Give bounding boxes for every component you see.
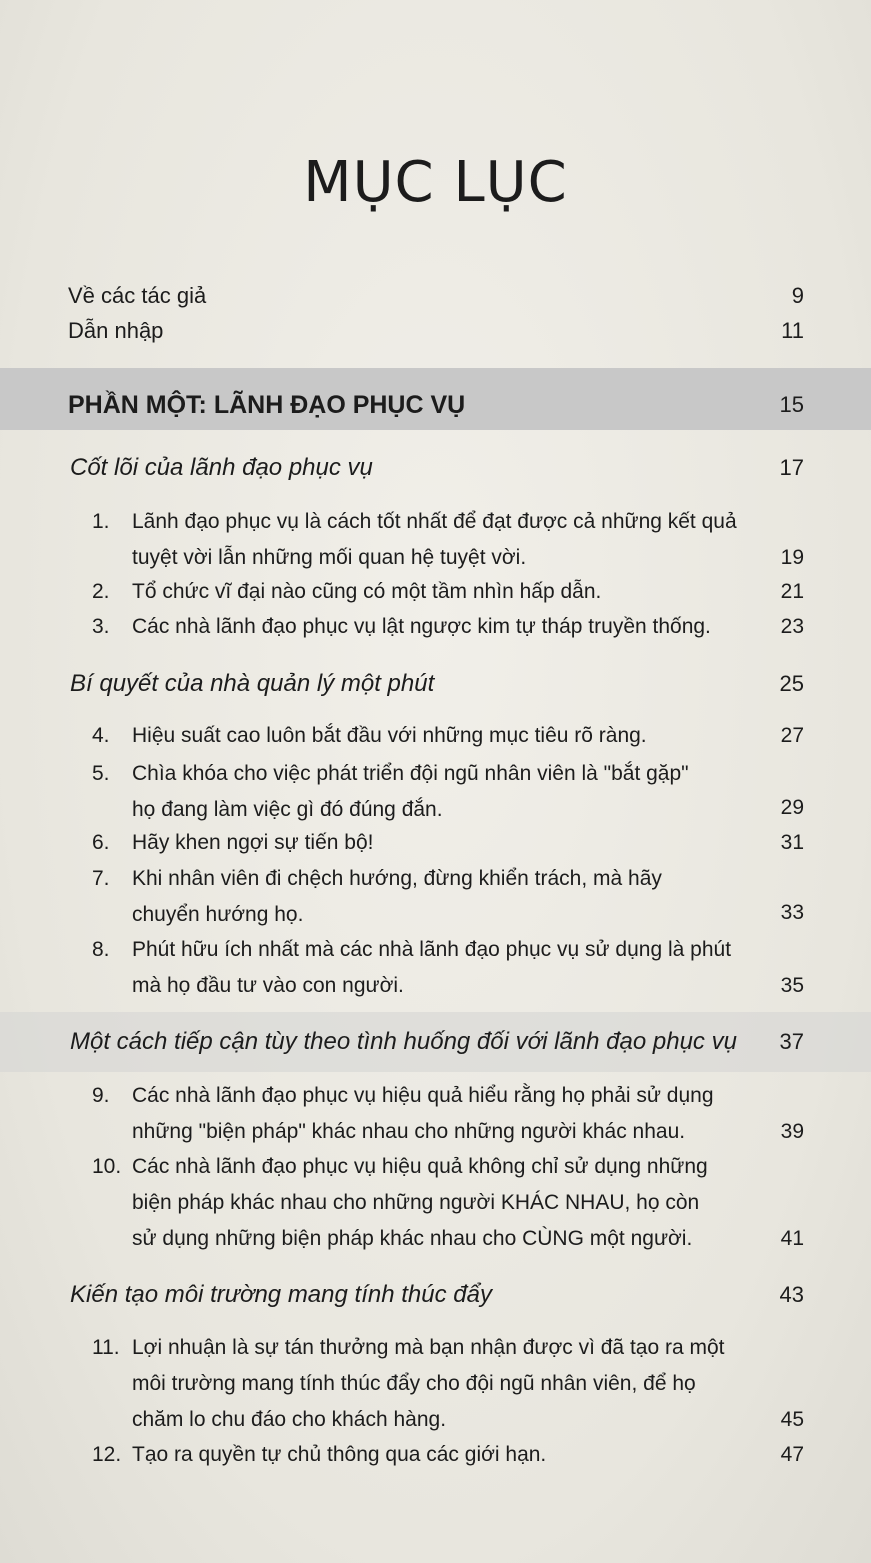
item-page: 23 <box>780 615 804 638</box>
item-line: sử dụng những biện pháp khác nhau cho CÙNG một người. <box>132 1227 693 1250</box>
toc-item <box>92 861 804 933</box>
item-page: 35 <box>780 974 804 997</box>
item-line: Phút hữu ích nhất mà các nhà lãnh đạo phục vụ sử dụng là phút <box>132 938 732 961</box>
item-line: chăm lo chu đáo cho khách hàng. <box>132 1408 447 1431</box>
section-page: 17 <box>779 455 804 480</box>
toc-section <box>70 1023 804 1061</box>
item-line: Tổ chức vĩ đại nào cũng có một tầm nhìn hấp dẫn. <box>132 580 602 603</box>
toc-item <box>92 756 804 828</box>
toc-part-heading <box>68 385 804 425</box>
part-label: PHẦN MỘT: LÃNH ĐẠO PHỤC VỤ <box>68 391 466 419</box>
section-label: Cốt lõi của lãnh đạo phục vụ <box>70 454 373 481</box>
item-number: 7. <box>92 867 110 890</box>
item-line: Hiệu suất cao luôn bắt đầu với những mục tiêu rõ ràng. <box>132 724 647 747</box>
item-number: 12. <box>92 1443 122 1466</box>
section-page: 25 <box>779 671 804 696</box>
item-line: Các nhà lãnh đạo phục vụ hiệu quả không chỉ sử dụng những <box>132 1155 708 1178</box>
item-page: 27 <box>780 724 804 747</box>
item-number: 8. <box>92 938 110 961</box>
item-line: Khi nhân viên đi chệch hướng, đừng khiển trách, mà hãy <box>132 867 662 890</box>
toc-item <box>92 1149 804 1257</box>
item-line: môi trường mang tính thúc đẩy cho đội ngũ nhân viên, để họ <box>132 1372 696 1395</box>
toc-page: 9 <box>791 283 804 308</box>
toc-front-authors <box>68 278 804 314</box>
item-line: Các nhà lãnh đạo phục vụ hiệu quả hiểu rằng họ phải sử dụng <box>132 1084 714 1107</box>
item-number: 11. <box>92 1336 120 1359</box>
toc-item <box>92 1330 804 1438</box>
item-page: 47 <box>780 1443 804 1466</box>
item-line: Lợi nhuận là sự tán thưởng mà bạn nhận được vì đã tạo ra một <box>132 1336 725 1359</box>
item-page: 31 <box>780 831 804 854</box>
section-label: Một cách tiếp cận tùy theo tình huống đối với lãnh đạo phục vụ <box>70 1028 737 1055</box>
item-line: tuyệt vời lẫn những mối quan hệ tuyệt vời. <box>132 546 527 569</box>
item-number: 10. <box>92 1155 122 1178</box>
toc-item <box>92 932 804 1004</box>
toc-label: Về các tác giả <box>68 283 207 308</box>
section-page: 43 <box>779 1282 804 1307</box>
toc-page: 11 <box>781 318 804 343</box>
section-label: Kiến tạo môi trường mang tính thúc đẩy <box>70 1281 492 1308</box>
item-page: 21 <box>780 580 804 603</box>
toc-section <box>70 1276 804 1314</box>
part-page: 15 <box>779 392 804 417</box>
item-page: 33 <box>780 901 804 924</box>
toc-label: Dẫn nhập <box>68 318 164 343</box>
toc-item <box>92 1078 804 1150</box>
item-line: Lãnh đạo phục vụ là cách tốt nhất để đạt được cả những kết quả <box>132 510 737 533</box>
item-number: 1. <box>92 510 110 533</box>
item-page: 39 <box>780 1120 804 1143</box>
item-number: 5. <box>92 762 110 785</box>
item-line: Tạo ra quyền tự chủ thông qua các giới hạn. <box>132 1443 547 1466</box>
item-line: Các nhà lãnh đạo phục vụ lật ngược kim tự tháp truyền thống. <box>132 615 711 638</box>
toc-section <box>70 449 804 487</box>
item-number: 6. <box>92 831 110 854</box>
toc-front-intro <box>68 313 804 349</box>
item-number: 4. <box>92 724 110 747</box>
toc-section <box>70 665 804 703</box>
item-line: Hãy khen ngợi sự tiến bộ! <box>132 831 374 854</box>
item-number: 3. <box>92 615 110 638</box>
item-line: Chìa khóa cho việc phát triển đội ngũ nhân viên là "bắt gặp" <box>132 762 689 785</box>
item-page: 41 <box>780 1227 804 1250</box>
item-line: mà họ đầu tư vào con người. <box>132 974 404 997</box>
section-label: Bí quyết của nhà quản lý một phút <box>70 670 435 697</box>
section-page: 37 <box>779 1029 804 1054</box>
item-page: 19 <box>780 546 804 569</box>
item-page: 45 <box>780 1408 804 1431</box>
item-line: họ đang làm việc gì đó đúng đắn. <box>132 798 443 821</box>
item-line: chuyển hướng họ. <box>132 903 304 926</box>
item-number: 2. <box>92 580 110 603</box>
item-number: 9. <box>92 1084 110 1107</box>
page-title: MỤC LỤC <box>303 150 568 215</box>
toc-item <box>92 504 804 576</box>
item-line: biện pháp khác nhau cho những người KHÁC NHAU, họ còn <box>132 1191 700 1214</box>
item-line: những "biện pháp" khác nhau cho những người khác nhau. <box>132 1120 686 1143</box>
item-page: 29 <box>780 796 804 819</box>
